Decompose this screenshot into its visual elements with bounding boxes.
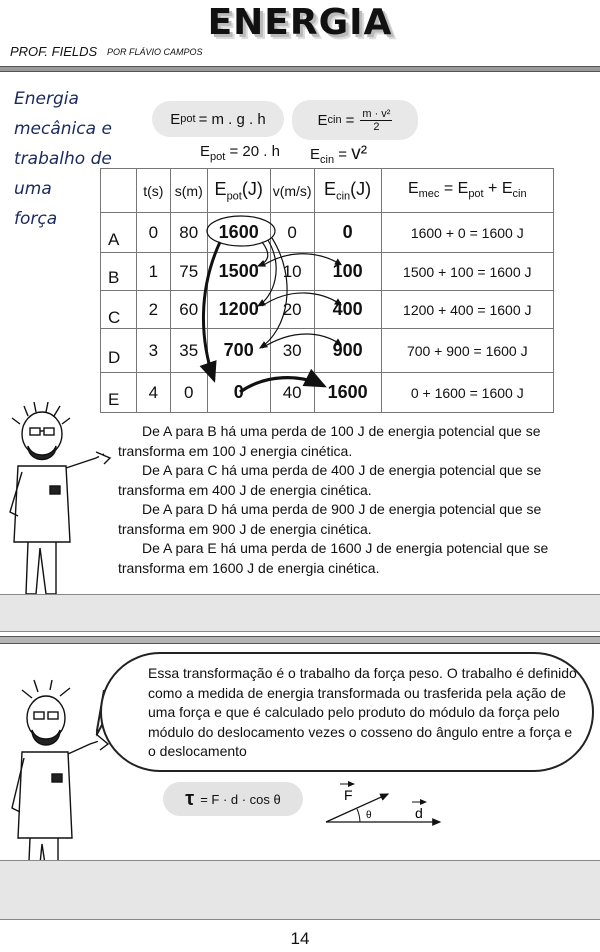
page-title: ENERGIA [207, 2, 393, 43]
cell-velocity: 30 [270, 329, 314, 373]
formula-v-squared: v² [351, 143, 368, 164]
cell-height: 60 [170, 291, 207, 329]
vector-diagram [320, 780, 450, 830]
work-formula-rhs: = F · d · cos θ [200, 791, 281, 807]
header-subscript: cin [336, 190, 351, 203]
footer-bar [0, 860, 600, 920]
section-title-line: trabalho de uma [14, 149, 112, 199]
fraction-numerator: m · v² [362, 107, 391, 120]
work-formula [163, 782, 303, 816]
cell-time: 0 [136, 213, 170, 253]
header-equals: = E [439, 180, 469, 198]
formula-subscript: cin [327, 114, 342, 126]
arrow-a-b [258, 242, 268, 266]
row-letter: B [108, 268, 120, 287]
header-velocity: v(m/s) [270, 169, 314, 213]
angle-arc [357, 809, 360, 822]
formula-equals: = [345, 111, 355, 129]
angle-label: θ [366, 810, 372, 821]
cell-emec: 1600 + 0 = 1600 J [381, 213, 553, 253]
bubble-text: Essa transformação é o trabalho da força peso. O trabalho é definido como a medida de energia transformada ou trasferida pela ação de uma força e que é calculado pelo produto do módulo da força pelo módulo do deslocamento vezes o cosseno do ângulo entre a força e o deslocamento [148, 665, 577, 759]
header-time: t(s) [136, 169, 170, 213]
header-symbol: E [407, 180, 419, 198]
formula-subscript: pot [180, 113, 196, 125]
tau-symbol: τ [185, 787, 195, 810]
cell-ecin: 100 [314, 253, 381, 291]
cell-ecin: 0 [314, 213, 381, 253]
footer-bar [0, 594, 600, 632]
force-label: F [344, 787, 353, 803]
section-title-line: Energia mecânica e [14, 89, 112, 139]
displacement-label: d [415, 805, 423, 821]
arrow-e-ecin [240, 378, 324, 392]
cell-ecin: 900 [314, 329, 381, 373]
formula-symbol: E [170, 110, 181, 128]
row-letter: E [108, 390, 120, 409]
cell-time: 2 [136, 291, 170, 329]
header-unit: (J) [350, 178, 372, 199]
explanation-paragraph: De A para E há uma perda de 1600 J de energia potencial que se transforma em 1600 J de energia cinética. [118, 540, 549, 576]
row-letter: A [108, 230, 120, 249]
speech-bubble [100, 652, 594, 772]
row-letter: C [108, 308, 121, 327]
page-number: 14 [290, 929, 310, 948]
arrow-a-e [203, 242, 220, 380]
header-subscript: mec [418, 188, 440, 201]
header-unit: (J) [241, 178, 263, 199]
section-title-line: força [14, 209, 58, 229]
arrow-a-d [260, 238, 287, 348]
header-symbol: E [324, 178, 337, 199]
formula-equals: = [338, 146, 348, 163]
header-subscript: cin [512, 188, 527, 201]
formula-subscript: cin [320, 154, 335, 166]
header-symbol: E [214, 178, 227, 199]
formula-symbol: E [310, 146, 321, 163]
section-divider [0, 636, 600, 644]
author-name: PROF. FIELDS [10, 44, 98, 59]
arrow-d-ecin [262, 334, 340, 348]
cell-ecin: 1600 [314, 373, 381, 413]
cell-height: 0 [170, 373, 207, 413]
cell-height: 80 [170, 213, 207, 253]
header-subscript: pot [226, 190, 242, 203]
cell-ecin: 400 [314, 291, 381, 329]
formula-rhs: = 20 . h [229, 143, 280, 160]
cell-velocity: 10 [270, 253, 314, 291]
formula-subscript: pot [210, 151, 226, 163]
cell-emec: 1500 + 100 = 1600 J [381, 253, 553, 291]
formula-symbol: E [200, 143, 211, 160]
header-plus: + E [483, 180, 513, 198]
force-vector [326, 794, 388, 822]
cell-epot: 0 [207, 373, 270, 413]
cell-emec: 700 + 900 = 1600 J [381, 329, 553, 373]
cell-epot: 1500 [207, 253, 270, 291]
arrow-b-ecin [262, 254, 340, 266]
highlight-ellipse [207, 216, 275, 246]
formula-symbol: E [317, 111, 328, 129]
explanation-paragraph: De A para D há uma perda de 900 J de energia potencial que se transforma em 900 J de energia cinética. [118, 501, 542, 537]
row-letter: D [108, 348, 121, 367]
cell-time: 4 [136, 373, 170, 413]
cell-height: 75 [170, 253, 207, 291]
cell-velocity: 0 [270, 213, 314, 253]
cell-epot: 1200 [207, 291, 270, 329]
cell-epot: 700 [207, 329, 270, 373]
cell-velocity: 20 [270, 291, 314, 329]
cell-time: 3 [136, 329, 170, 373]
professor-illustration [0, 402, 120, 614]
header-subscript: pot [468, 188, 484, 201]
cell-emec: 1200 + 400 = 1600 J [381, 291, 553, 329]
explanation-paragraph: De A para B há uma perda de 100 J de energia potencial que se transforma em 100 J energia cinética. [118, 423, 541, 459]
cell-epot: 1600 [207, 213, 270, 253]
cell-velocity: 40 [270, 373, 314, 413]
cell-emec: 0 + 1600 = 1600 J [381, 373, 553, 413]
explanation-paragraph: De A para C há uma perda de 400 J de energia potencial que se transforma em 400 J de energia cinética. [118, 462, 542, 498]
cell-height: 35 [170, 329, 207, 373]
author-credit: POR FLÁVIO CAMPOS [107, 47, 203, 57]
formula-rhs: = m . g . h [198, 110, 266, 128]
arrow-c-ecin [262, 293, 340, 306]
explanation-text [118, 422, 588, 578]
header-height: s(m) [170, 169, 207, 213]
cell-time: 1 [136, 253, 170, 291]
fraction-denominator: 2 [373, 120, 380, 133]
